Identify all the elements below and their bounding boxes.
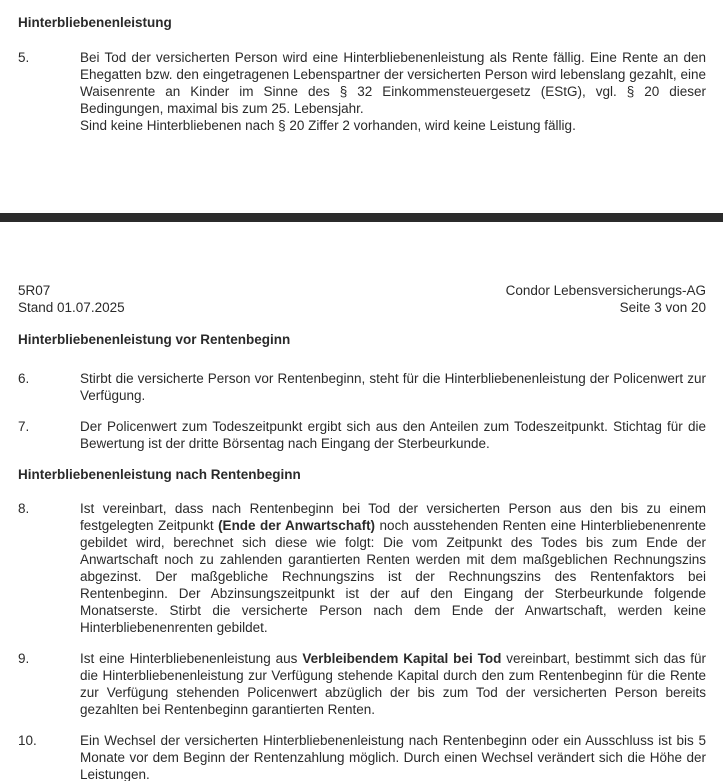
clause-paragraph: Stirbt die versicherte Person vor Rentenbeginn, steht für die Hinterbliebenenleistung der Policenwert zur Verfügung. <box>80 371 706 403</box>
section-heading-nach-rentenbeginn: Hinterbliebenenleistung nach Rentenbeginn <box>18 467 301 482</box>
numbered-clause <box>18 500 706 636</box>
document-page <box>0 14 723 781</box>
numbered-clause <box>18 418 706 452</box>
clause-text <box>80 370 706 404</box>
clause-number: 7. <box>18 419 30 434</box>
bold-run: (Ende der Anwartschaft) <box>218 518 376 533</box>
page-header-left <box>18 282 125 316</box>
clause-number: 9. <box>18 651 30 666</box>
clause-paragraph: Der Policenwert zum Todeszeitpunkt ergibt sich aus den Anteilen zum Todeszeitpunkt. Stichtag für die Bewertung ist der dritte Börsentag nach Eingang der Sterbeurkunde. <box>80 419 706 451</box>
clause-text <box>80 500 706 636</box>
clause-paragraph: Ein Wechsel der versicherten Hinterbliebenenleistung nach Rentenbeginn oder ein Ausschluss ist bis 5 Monate vor dem Beginn der Rentenzahlung möglich. Durch einen Wechsel verändert sich die Höhe der Leistungen. <box>80 733 706 781</box>
clause-paragraph: Ist vereinbart, dass nach Rentenbeginn bei Tod der versicherten Person aus den bis zu einem festgelegten Zeitpunkt (Ende der Anwartschaft) noch ausstehenden Renten eine Hinterbliebenenrente gebildet wird, berechnet sich diese wie folgt: Die vom Zeitpunkt des Todes bis zum Ende der Anwartschaft noch zu zahlenden garantierten Renten werden mit dem maßgeblichen Rechnungszins abgezinst. Der maßgebliche Rechnungszins ist der Rechnungszins des Rentenfaktors bei Rentenbeginn. Der Abzinsungszeitpunkt ist der auf den Eingang der Sterbeurkunde folgende Monatserste. Stirbt die versicherte Person nach dem Ende der Anwartschaft, werden keine Hinterbliebenenrenten gebildet. <box>80 501 706 635</box>
numbered-clause <box>18 49 706 134</box>
version-date: Stand 01.07.2025 <box>18 300 125 315</box>
page-header-right <box>506 282 706 316</box>
clause-list-vor-rentenbeginn <box>0 370 723 452</box>
clause-text <box>80 650 706 718</box>
clause-paragraph: Bei Tod der versicherten Person wird eine Hinterbliebenenleistung als Rente fällig. Eine Rente an den Ehegatten bzw. den eingetragenen Lebenspartner der versicherten Person wird lebenslang gezahlt, eine Waisenrente an Kinder im Sinne des § 32 Einkommensteuergesetz (EStG), vgl. § 20 dieser Bedingungen, maximal bis zum 25. Lebensjahr. <box>80 50 706 116</box>
page-number: Seite 3 von 20 <box>619 300 706 315</box>
clause-number: 8. <box>18 501 30 516</box>
clause-paragraph: Sind keine Hinterbliebenen nach § 20 Ziffer 2 vorhanden, wird keine Leistung fällig. <box>80 118 576 133</box>
bold-run: Verbleibendem Kapital bei Tod <box>302 651 502 666</box>
clause-list-nach-rentenbeginn <box>0 500 723 781</box>
clause-list-pre-break <box>0 49 723 134</box>
clause-text <box>80 49 706 134</box>
numbered-clause <box>18 650 706 718</box>
form-code: 5R07 <box>18 283 51 298</box>
clause-number: 10. <box>18 733 37 748</box>
clause-text <box>80 418 706 452</box>
section-heading-vor-rentenbeginn: Hinterbliebenenleistung vor Rentenbeginn <box>18 332 291 347</box>
page-break-bar <box>0 213 723 222</box>
clause-number: 5. <box>18 50 30 65</box>
clause-text <box>80 732 706 781</box>
numbered-clause <box>18 732 706 781</box>
company-name: Condor Lebensversicherungs-AG <box>505 283 706 298</box>
clause-number: 6. <box>18 371 30 386</box>
section-heading-hinterbliebenenleistung: Hinterbliebenenleistung <box>18 15 172 30</box>
numbered-clause <box>18 370 706 404</box>
clause-paragraph: Ist eine Hinterbliebenenleistung aus Verbleibendem Kapital bei Tod vereinbart, bestimmt sich das für die Hinterbliebenenleistung zur Verfügung stehende Kapital durch den zum Rentenbeginn für die Rente zur Verfügung stehenden Policenwert abzüglich der bis zum Tod der versicherten Person bereits gezahlten bei Rentenbeginn garantierten Renten. <box>80 651 706 717</box>
page-header <box>18 282 706 316</box>
